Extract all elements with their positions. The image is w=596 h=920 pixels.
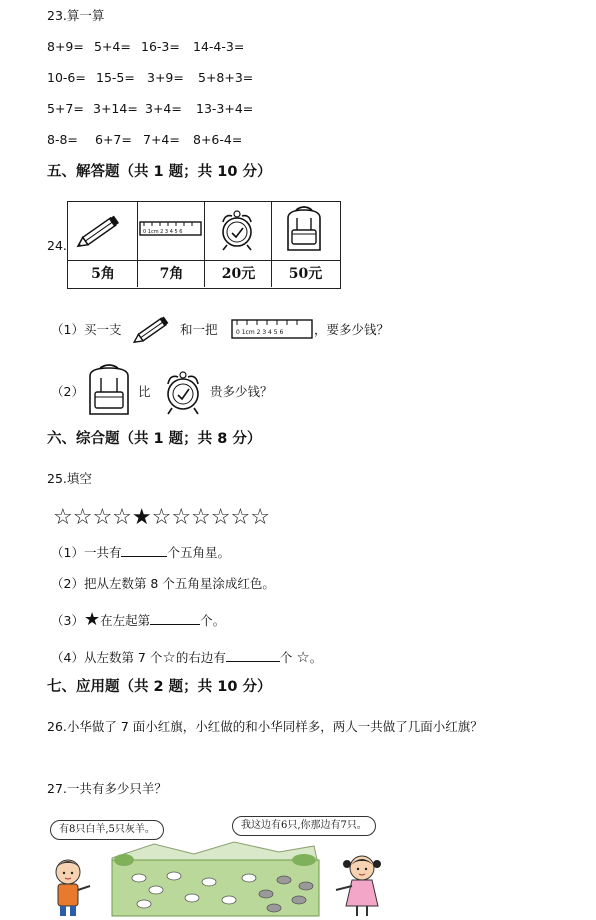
- q25-sub1: [51, 544, 230, 561]
- backpack-icon: [84, 364, 134, 418]
- q24-sub1-suffix: ，要多少钱？: [314, 322, 390, 337]
- pencil-icon: [68, 202, 136, 258]
- q24-sub1-prefix: （1）买一支: [51, 322, 122, 337]
- q24-number: 24.: [47, 238, 67, 253]
- q25-sub3-suffix: 个。: [200, 613, 226, 628]
- q25-sub2: （2）把从左数第 8 个五角星涂成红色。: [51, 576, 275, 591]
- q23-title: 23.算一算: [47, 8, 105, 23]
- q25-sub3: [51, 609, 226, 630]
- speech-bubble-left: 有8只白羊,5只灰羊。: [50, 820, 164, 840]
- girl-figure: [336, 856, 381, 916]
- backpack-icon: [272, 202, 337, 258]
- ruler-icon: [231, 318, 313, 340]
- q23-row-3: [47, 101, 253, 117]
- q25-sub1-suffix: 个五角星。: [167, 545, 230, 560]
- section-heading-7: 七、应用题（共 2 题；共 10 分）: [47, 679, 272, 695]
- q25-title: 25.填空: [47, 471, 92, 486]
- q23-item: 3+9=: [147, 70, 184, 85]
- answer-blank[interactable]: [226, 649, 280, 662]
- q25-sub4-end: 。: [309, 650, 323, 665]
- speech-bubble-right: 我这边有6只,你那边有7只。: [232, 816, 376, 836]
- q23-item: 5+4=: [94, 39, 131, 54]
- q23-item: 5+7=: [47, 101, 84, 116]
- price-ruler: 7角: [159, 266, 184, 282]
- section-heading-6: 六、综合题（共 1 题；共 8 分）: [47, 431, 262, 447]
- q25-sub4-suffix: 个: [279, 650, 293, 665]
- q23-item: 10-6=: [47, 70, 86, 85]
- q23-item: 13-3+4=: [196, 101, 254, 116]
- ruler-scale-label: 0 1cm 2 3 4 5 6: [236, 329, 284, 336]
- sheep-field-illustration: [44, 838, 394, 918]
- white-star-icon: ☆: [296, 648, 310, 666]
- q23-item: 3+14=: [93, 101, 138, 116]
- boy-figure: [56, 860, 90, 916]
- answer-blank[interactable]: [150, 612, 200, 625]
- q25-sub4-prefix: （4）从左数第 7 个: [51, 650, 163, 665]
- q23-item: 6+7=: [95, 132, 132, 147]
- q23-item: 5+8+3=: [198, 70, 254, 85]
- q25-sub3-prefix: （3）: [51, 613, 84, 628]
- q24-sub2-suffix: 贵多少钱？: [210, 384, 273, 399]
- q24-sub1-mid: 和一把: [180, 322, 218, 337]
- price-row-divider: [68, 260, 340, 261]
- pencil-icon: [128, 308, 178, 350]
- price-table: [67, 201, 341, 289]
- q23-item: 8+6-4=: [193, 132, 243, 147]
- q23-row-1: [47, 39, 244, 55]
- q23-item: 15-5=: [96, 70, 135, 85]
- alarm-clock-icon: [205, 202, 270, 258]
- white-star-icon: ☆: [162, 648, 176, 666]
- q23-row-4: [47, 132, 242, 148]
- q23-item: 7+4=: [143, 132, 180, 147]
- star-row: ☆☆☆☆★☆☆☆☆☆☆: [53, 505, 270, 530]
- q26-text: 26.小华做了 7 面小红旗，小红做的和小华同样多，两人一共做了几面小红旗？: [47, 719, 483, 734]
- q25-sub4: [51, 649, 322, 666]
- q25-sub3-mid: 在左起第: [100, 613, 151, 628]
- q27-text: 27.一共有多少只羊？: [47, 781, 167, 796]
- q24-sub2-mid: 比: [138, 384, 151, 399]
- q23-item: 16-3=: [141, 39, 180, 54]
- q23-row-2: [47, 70, 253, 86]
- price-clock: 20元: [221, 266, 256, 282]
- section-heading-5: 五、解答题（共 1 题；共 10 分）: [47, 164, 272, 180]
- q23-item: 3+4=: [145, 101, 182, 116]
- ruler-icon: [138, 202, 203, 258]
- price-pencil: 5角: [91, 266, 115, 282]
- q23-item: 8-8=: [47, 132, 78, 147]
- answer-blank[interactable]: [121, 544, 167, 557]
- q25-sub4-mid: 的右边有: [175, 650, 226, 665]
- q24-sub2-prefix: （2）: [51, 384, 84, 399]
- q23-item: 14-4-3=: [193, 39, 245, 54]
- price-backpack: 50元: [288, 266, 323, 282]
- q23-item: 8+9=: [47, 39, 84, 54]
- q25-sub1-prefix: （1）一共有: [51, 545, 122, 560]
- black-star-icon: ★: [83, 609, 101, 630]
- ruler-scale-label: 0 1cm 2 3 4 5 6: [143, 229, 183, 235]
- alarm-clock-icon: [158, 364, 208, 418]
